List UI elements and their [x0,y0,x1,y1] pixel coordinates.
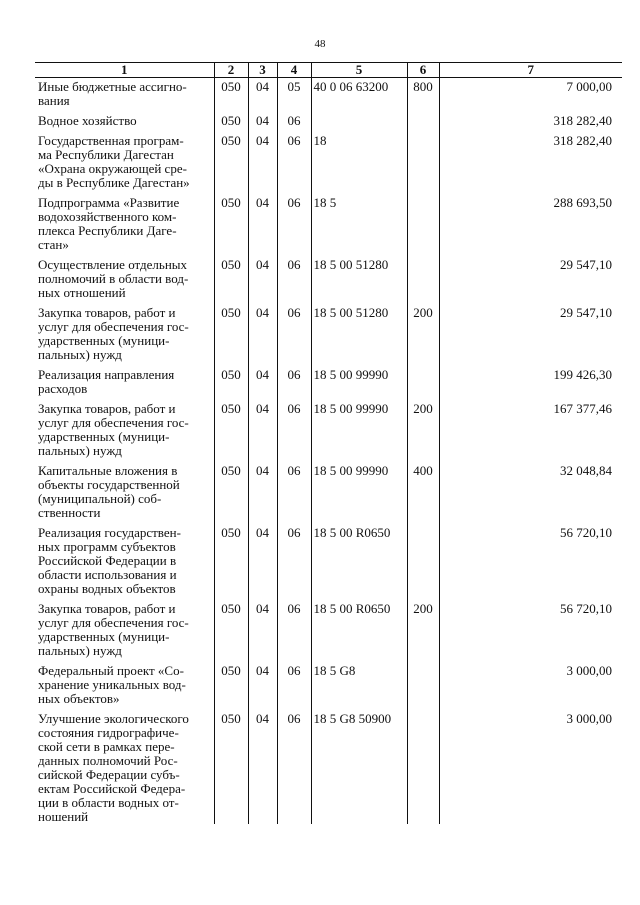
subsection-code: 06 [277,596,311,658]
table-row [35,252,622,300]
ministry-code: 050 [214,658,248,706]
amount: 167 377,46 [439,396,622,458]
section-code: 04 [248,78,277,109]
item-name: Водное хозяйство [38,113,137,128]
section-code: 04 [248,252,277,300]
target-article-code: 18 5 00 99990 [311,458,407,520]
item-name: Осуществление отдельных полномочий в области вод- ных отношений [38,257,189,300]
section-code: 04 [248,596,277,658]
ministry-code: 050 [214,596,248,658]
section-code: 04 [248,108,277,128]
subsection-code: 06 [277,108,311,128]
target-article-code: 18 5 00 51280 [311,252,407,300]
amount: 56 720,10 [439,596,622,658]
item-name: Закупка товаров, работ и услуг для обеспечения гос- ударственных (муници- пальных) нужд [38,401,189,458]
expense-type-code: 200 [407,300,439,362]
subsection-code: 06 [277,190,311,252]
item-name: Закупка товаров, работ и услуг для обеспечения гос- ударственных (муници- пальных) нужд [38,601,189,658]
expense-type-code [407,658,439,706]
section-code: 04 [248,458,277,520]
target-article-code: 18 5 00 R0650 [311,596,407,658]
expense-type-code [407,190,439,252]
amount: 318 282,40 [439,128,622,190]
section-code: 04 [248,128,277,190]
ministry-code: 050 [214,128,248,190]
item-name: Улучшение экологического состояния гидрографиче- ской сети в рамках пере- данных полномочий Рос- сийской Федерации субъ- ектам Российской Федера- ции в области водных от- ношений [38,711,189,824]
item-name: Подпрограмма «Развитие водохозяйственного ком- плекса Республики Даге- стан» [38,195,180,252]
column-header-7: 7 [439,63,622,78]
table-row [35,190,622,252]
item-name: Капитальные вложения в объекты государственной (муниципальной) соб- ственности [38,463,180,520]
subsection-code: 06 [277,458,311,520]
expense-type-code: 200 [407,396,439,458]
expense-type-code [407,520,439,596]
target-article-code: 18 [311,128,407,190]
table-row [35,108,622,128]
section-code: 04 [248,520,277,596]
expense-type-code [407,108,439,128]
column-header-6: 6 [407,63,439,78]
amount: 318 282,40 [439,108,622,128]
amount: 32 048,84 [439,458,622,520]
amount: 29 547,10 [439,300,622,362]
column-header-4: 4 [277,63,311,78]
subsection-code: 06 [277,252,311,300]
column-header-2: 2 [214,63,248,78]
subsection-code: 06 [277,520,311,596]
amount: 29 547,10 [439,252,622,300]
budget-table [35,62,622,824]
section-code: 04 [248,300,277,362]
item-name: Федеральный проект «Со- хранение уникальных вод- ных объектов» [38,663,186,706]
item-name: Иные бюджетные ассигно- вания [38,79,187,108]
table-row [35,596,622,658]
expense-type-code [407,362,439,396]
target-article-code: 18 5 00 99990 [311,362,407,396]
amount: 199 426,30 [439,362,622,396]
table-body [35,78,622,825]
column-header-1: 1 [35,63,214,78]
table-row [35,78,622,109]
subsection-code: 06 [277,396,311,458]
target-article-code: 18 5 00 99990 [311,396,407,458]
subsection-code: 06 [277,706,311,824]
table-row [35,300,622,362]
subsection-code: 06 [277,300,311,362]
amount: 3 000,00 [439,706,622,824]
subsection-code: 06 [277,658,311,706]
target-article-code: 18 5 00 R0650 [311,520,407,596]
table-row [35,658,622,706]
table-row [35,520,622,596]
header-row [35,63,622,78]
target-article-code: 18 5 G8 50900 [311,706,407,824]
ministry-code: 050 [214,190,248,252]
target-article-code: 40 0 06 63200 [311,78,407,109]
item-name: Закупка товаров, работ и услуг для обеспечения гос- ударственных (муници- пальных) нужд [38,305,189,362]
section-code: 04 [248,396,277,458]
target-article-code [311,108,407,128]
ministry-code: 050 [214,252,248,300]
ministry-code: 050 [214,362,248,396]
table-row [35,362,622,396]
ministry-code: 050 [214,300,248,362]
ministry-code: 050 [214,396,248,458]
table-row [35,706,622,824]
amount: 3 000,00 [439,658,622,706]
table-row [35,458,622,520]
subsection-code: 06 [277,128,311,190]
ministry-code: 050 [214,78,248,109]
item-name: Реализация государствен- ных программ субъектов Российской Федерации в области использования и охраны водных объектов [38,525,181,596]
table-row [35,396,622,458]
target-article-code: 18 5 00 51280 [311,300,407,362]
expense-type-code [407,252,439,300]
page-number: 48 [314,38,326,50]
amount: 56 720,10 [439,520,622,596]
expense-type-code: 800 [407,78,439,109]
table-row [35,128,622,190]
column-header-5: 5 [311,63,407,78]
section-code: 04 [248,658,277,706]
target-article-code: 18 5 [311,190,407,252]
ministry-code: 050 [214,706,248,824]
item-name: Реализация направления расходов [38,367,175,396]
section-code: 04 [248,190,277,252]
section-code: 04 [248,706,277,824]
ministry-code: 050 [214,458,248,520]
ministry-code: 050 [214,108,248,128]
section-code: 04 [248,362,277,396]
expense-type-code [407,706,439,824]
subsection-code: 06 [277,362,311,396]
expense-type-code: 200 [407,596,439,658]
ministry-code: 050 [214,520,248,596]
amount: 7 000,00 [439,78,622,109]
subsection-code: 05 [277,78,311,109]
amount: 288 693,50 [439,190,622,252]
target-article-code: 18 5 G8 [311,658,407,706]
column-header-3: 3 [248,63,277,78]
item-name: Государственная програм- ма Республики Дагестан «Охрана окружающей сре- ды в Республике Дагестан» [38,133,190,190]
expense-type-code: 400 [407,458,439,520]
expense-type-code [407,128,439,190]
